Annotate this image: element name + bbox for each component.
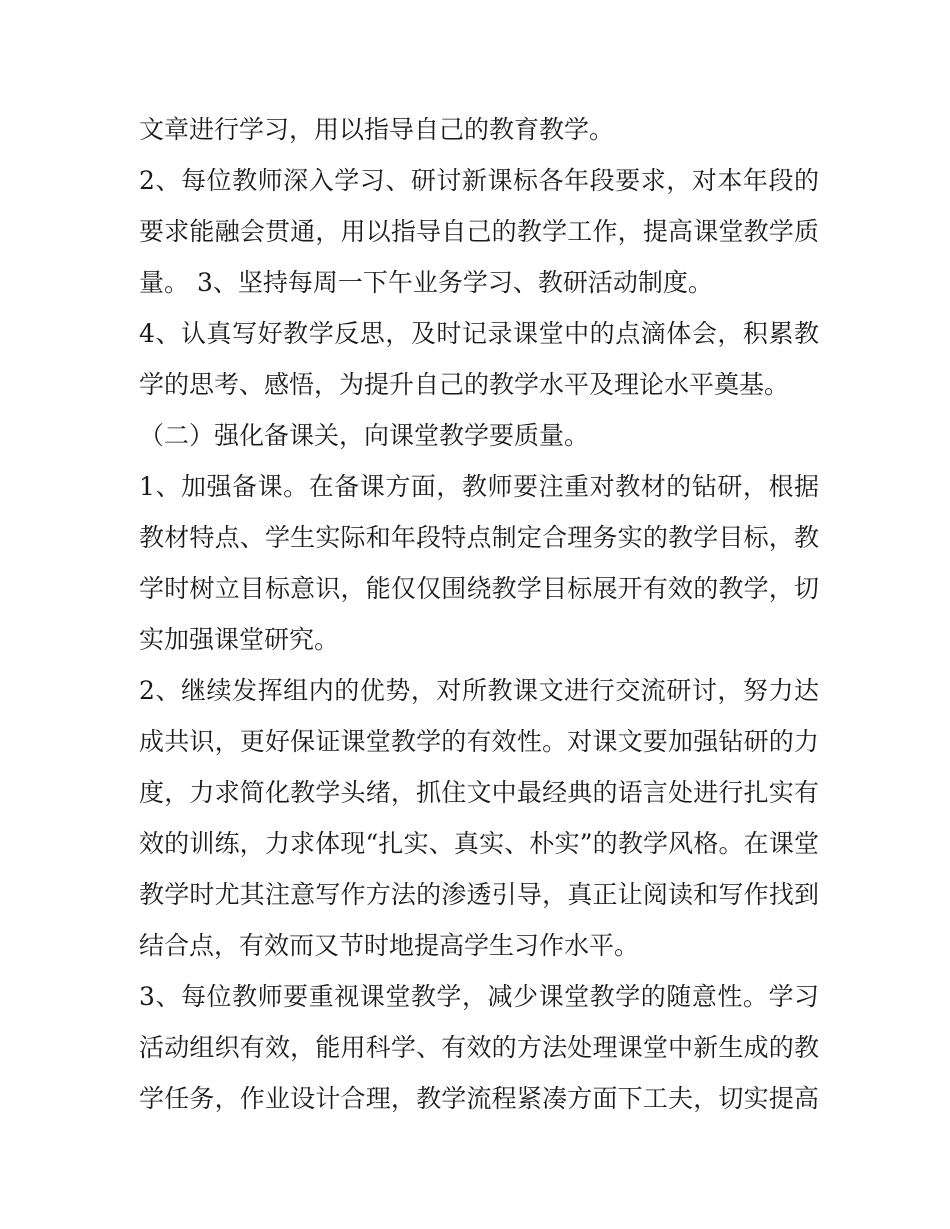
text-line: 活动组织有效，能用科学、有效的方法处理课堂中新生成的教 — [139, 1033, 819, 1062]
section-heading: （二）强化备课关，向课堂教学要质量。 — [139, 421, 590, 450]
text-line: 1、加强备课。在备课方面，教师要注重对教材的钻研，根据 — [139, 472, 819, 501]
text-line: 学时树立目标意识，能仅仅围绕教学目标展开有效的教学，切 — [139, 574, 819, 603]
text-line: 2、每位教师深入学习、研讨新课标各年段要求，对本年段的 — [139, 166, 819, 195]
text-line: 2、继续发挥组内的优势，对所教课文进行交流研讨，努力达 — [139, 676, 819, 705]
text-line: 教学时尤其注意写作方法的渗透引导，真正让阅读和写作找到 — [139, 880, 819, 909]
text-line: 4、认真写好教学反思，及时记录课堂中的点滴体会，积累教 — [139, 319, 819, 348]
text-line: 结合点，有效而又节时地提高学生习作水平。 — [139, 931, 640, 960]
text-line: 成共识，更好保证课堂教学的有效性。对课文要加强钻研的力 — [139, 727, 819, 756]
text-line: 要求能融会贯通，用以指导自己的教学工作，提高课堂教学质 — [139, 217, 819, 246]
body-text — [139, 104, 819, 1124]
text-line: 量。 3、坚持每周一下午业务学习、教研活动制度。 — [139, 268, 713, 297]
text-line: 实加强课堂研究。 — [139, 625, 340, 654]
text-line: 效的训练，力求体现“扎实、真实、朴实”的教学风格。在课堂 — [139, 829, 819, 858]
text-line: 学任务，作业设计合理，教学流程紧凑方面下工夫，切实提高 — [139, 1084, 819, 1113]
text-line: 文章进行学习，用以指导自己的教育教学。 — [139, 115, 615, 144]
text-line: 3、每位教师要重视课堂教学，减少课堂教学的随意性。学习 — [139, 982, 819, 1011]
text-line: 度，力求简化教学头绪，抓住文中最经典的语言处进行扎实有 — [139, 778, 819, 807]
text-line: 教材特点、学生实际和年段特点制定合理务实的教学目标，教 — [139, 523, 819, 552]
text-line: 学的思考、感悟，为提升自己的教学水平及理论水平奠基。 — [139, 370, 790, 399]
